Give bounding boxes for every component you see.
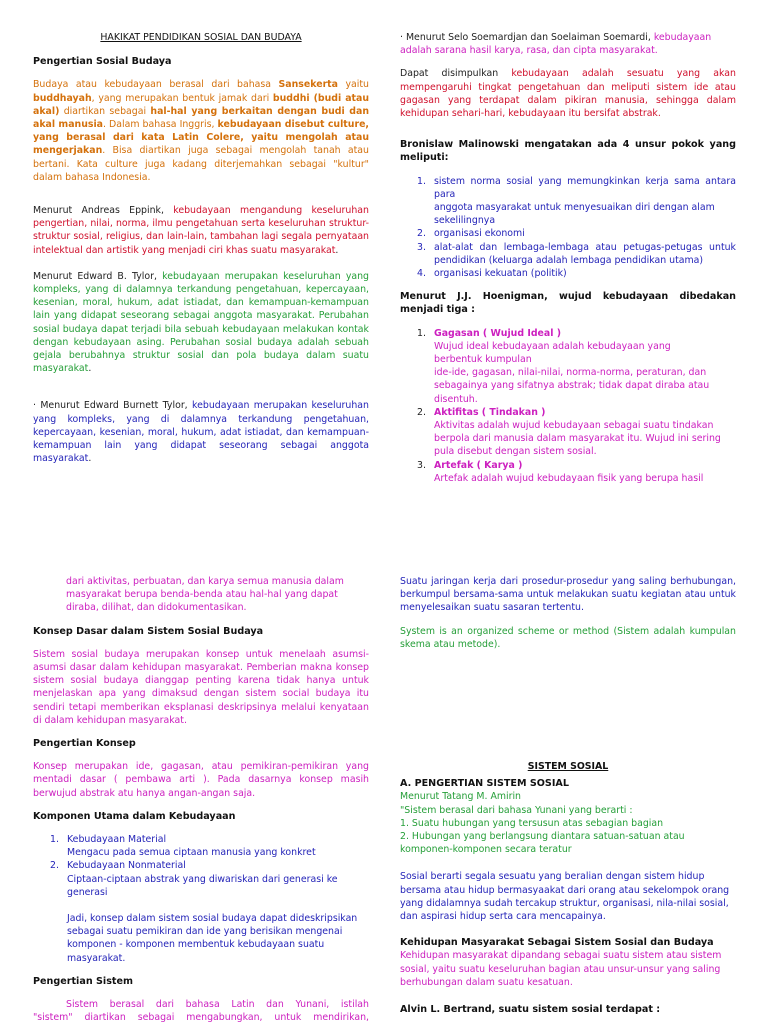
heading-malinowski: Bronislaw Malinowski mengatakan ada 4 unsur pokok yang meliputi: xyxy=(400,139,736,164)
list-item: 1. sistem norma sosial yang memungkinkan kerja sama antara para anggota masyarakat untuk menyesuaikan diri dengan alam sekelilingnya xyxy=(417,175,736,227)
list-item: 3. alat-alat dan lembaga-lembaga atau petugas-petugas untuk pendidikan (keluarga adalah lembaga pendidikan utama) xyxy=(417,241,736,266)
left-top-column xyxy=(33,31,369,465)
list-item: 3. Artefak ( Karya ) Artefak adalah wujud kebudayaan fisik yang berupa hasil xyxy=(417,459,704,484)
paragraph-jaringan: Suatu jaringan kerja dari prosedur-prosedur yang saling berhubungan, berkumpul bersama-sama untuk melakukan suatu kegiatan atau untuk menyelesaikan suatu sasaran tertentu. xyxy=(400,576,736,614)
heading-hoenigman: Menurut J.J. Hoenigman, wujud kebudayaan dibedakan menjadi tiga : xyxy=(400,291,736,316)
right-top-column xyxy=(400,31,736,485)
left-bottom-column xyxy=(33,575,369,1024)
paragraph-tylor: Menurut Edward B. Tylor, kebudayaan merupakan keseluruhan yang kompleks, yang di dalamnya terkandung pengetahuan, kepercayaan, kesenian, moral, hukum, adat istiadat, dan kemampuan-kemampuan lain yang didapat seseorang sebagai anggota masyarakat. Perubahan sosial budaya dapat terjadi bila sebuah kebudayaan melakukan kontak dengan kebudayaan asing. Perubahan sosial budaya adalah sebuah gejala berubahnya struktur sosial dan pola budaya dalam suatu masyarakat. xyxy=(33,270,369,375)
paragraph-kehidupan: Kehidupan masyarakat dipandang sebagai suatu sistem atau sistem sosial, yaitu suatu keseluruhan bagian atau unsur-unsur yang saling berhubungan dalam suatu kesatuan. xyxy=(400,950,722,988)
paragraph-sistem-line-1: Sistem berasal dari bahasa Latin dan Yunani, istilah xyxy=(66,999,369,1011)
komponen-list xyxy=(33,833,369,899)
paragraph-sistem-line-2: "sistem" diartikan sebagai mengabungkan, untuk mendirikan, xyxy=(33,1012,369,1024)
paragraph-system-definition: System is an organized scheme or method (Sistem adalah kumpulan skema atau metode). xyxy=(400,625,736,650)
paragraph-artefak-continued: dari aktivitas, perbuatan, dan karya semua manusia dalam masyarakat berupa benda-benda atau hal-hal yang dapat diraba, dilihat, dan didokumentasikan. xyxy=(66,576,344,614)
heading-konsep-dasar: Konsep Dasar dalam Sistem Sosial Budaya xyxy=(33,625,264,637)
heading-pengertian-sistem: Pengertian Sistem xyxy=(33,975,133,987)
paragraph-amirin-lead: Menurut Tatang M. Amirin xyxy=(400,791,522,803)
list-item: 2. organisasi ekonomi xyxy=(417,228,525,240)
amirin-line: 2. Hubungan yang berlangsung diantara satuan-satuan atau komponen-komponen secara teratur xyxy=(400,831,685,856)
heading-komponen: Komponen Utama dalam Kebudayaan xyxy=(33,810,236,822)
document-title: HAKIKAT PENDIDIKAN SOSIAL DAN BUDAYA xyxy=(100,32,302,43)
heading-pengertian-sosial-budaya: Pengertian Sosial Budaya xyxy=(33,56,172,68)
list-item: 2. Kebudayaan Nonmaterial Ciptaan-ciptaan abstrak yang diwariskan dari generasi ke generasi xyxy=(50,860,338,898)
paragraph-budaya-intro: Budaya atau kebudayaan berasal dari bahasa Sansekerta yaitu buddhayah, yang merupakan bentuk jamak dari buddhi (budi atau akal) diartikan sebagai hal-hal yang berkaitan dengan budi dan akal manusia. Dalam bahasa Inggris, kebudayaan disebut culture, yang berasal dari kata Latin Colere, yaitu mengolah atau mengerjakan. Bisa diartikan juga sebagai mengolah tanah atau bertani. Kata culture juga kadang diterjemahkan sebagai "kultur" dalam bahasa Indonesia. xyxy=(33,79,370,183)
heading-bertrand: Alvin L. Bertrand, suatu sistem sosial terdapat : xyxy=(400,1004,661,1016)
wujud-list xyxy=(400,327,736,485)
paragraph-konsep: Konsep merupakan ide, gagasan, atau pemikiran-pemikiran yang mentadi dasar ( pembawa arti ). Pada dasarnya konsep masih berwujud abstrak atu hanya angan-angan saja. xyxy=(33,761,369,799)
amirin-line: "Sistem berasal dari bahasa Yunani yang berarti : xyxy=(400,804,633,816)
paragraph-eppink: Menurut Andreas Eppink, kebudayaan mengandung keseluruhan pengertian, nilai, norma, ilmu pengetahuan serta keseluruhan struktur-struktur sosial, religius, dan lain-lain, tambahan lagi segala pernyataan intelektual dan artistik yang menjadi ciri khas suatu masyarakat. xyxy=(33,205,369,256)
paragraph-jadi: Jadi, konsep dalam sistem sosial budaya dapat dideskripsikan sebagai suatu pemikiran dan ide yang berisikan mengenai komponen - komponen membentuk kebudayaan suatu masyarakat. xyxy=(67,913,358,964)
section-title-sistem-sosial: SISTEM SOSIAL xyxy=(527,761,609,773)
paragraph-selo: · Menurut Selo Soemardjan dan Soelaiman Soemardi, kebudayaan adalah sarana hasil karya, rasa, dan cipta masyarakat. xyxy=(400,32,712,57)
list-item: 2. Aktifitas ( Tindakan ) Aktivitas adalah wujud kebudayaan sebagai suatu tindakan berpola dari manusia dalam masyarakat itu. Wujud ini sering pula disebut dengan sistem sosial. xyxy=(417,406,721,458)
paragraph-sosial: Sosial berarti segala sesuatu yang beralian dengan sistem hidup bersama atau hidup bermasyaakat dari orang atau sekelompok orang yang didalamnya sudah tercakup struktur, organisasi, nila-nilai sosial, dan aspirasi hidup serta cara mencapainya. xyxy=(400,871,730,923)
right-bottom-column xyxy=(400,575,736,1016)
paragraph-konsep-dasar: Sistem sosial budaya merupakan konsep untuk menelaah asumsi-asumsi dasar dalam kehidupan masyarakat. Pemberian makna konsep sistem sosial budaya dianggap penting karena tidak hanya untuk menjelaskan apa yang dimaksud dengan sistem social budaya itu sendiri tetapi memberikan eksplanasi deskripsinya melalui kenyataan di dalam kehidupan masyarakat. xyxy=(33,648,369,726)
paragraph-burnett-tylor: · Menurut Edward Burnett Tylor, kebudayaan merupakan keseluruhan yang kompleks, yang di dalamnya terkandung pengetahuan, kepercayaan, kesenian, moral, hukum, adat istiadat, dan kemampuan-kemampuan lain yang didapat seseorang sebagai anggota masyarakat. xyxy=(33,400,369,465)
heading-pengertian-konsep: Pengertian Konsep xyxy=(33,738,136,750)
amirin-line: 1. Suatu hubungan yang tersusun atas sebagian bagian xyxy=(400,817,664,829)
heading-pengertian-sistem-sosial: A. PENGERTIAN SISTEM SOSIAL xyxy=(400,778,569,790)
heading-kehidupan-masyarakat: Kehidupan Masyarakat Sebagai Sistem Sosial dan Budaya xyxy=(400,937,714,949)
list-item: 4. organisasi kekuatan (politik) xyxy=(417,268,567,280)
list-item: 1. Kebudayaan Material Mengacu pada semua ciptaan manusia yang konkret xyxy=(50,834,316,859)
paragraph-simpulan: Dapat disimpulkan kebudayaan adalah sesuatu yang akan mempengaruhi tingkat pengetahuan dan meliputi sistem ide atau gagasan yang terdapat dalam pikiran manusia, sehingga dalam kehidupan sehari-hari, kebudayaan itu bersifat abstrak. xyxy=(400,68,736,120)
list-item: 1. Gagasan ( Wujud Ideal ) Wujud ideal kebudayaan adalah kebudayaan yang berbentuk kumpulan ide-ide, gagasan, nilai-nilai, norma-norma, peraturan, dan sebagainya yang sifatnya abstrak; tidak dapat diraba atau disentuh. xyxy=(417,327,710,405)
malinowski-list xyxy=(400,175,736,281)
